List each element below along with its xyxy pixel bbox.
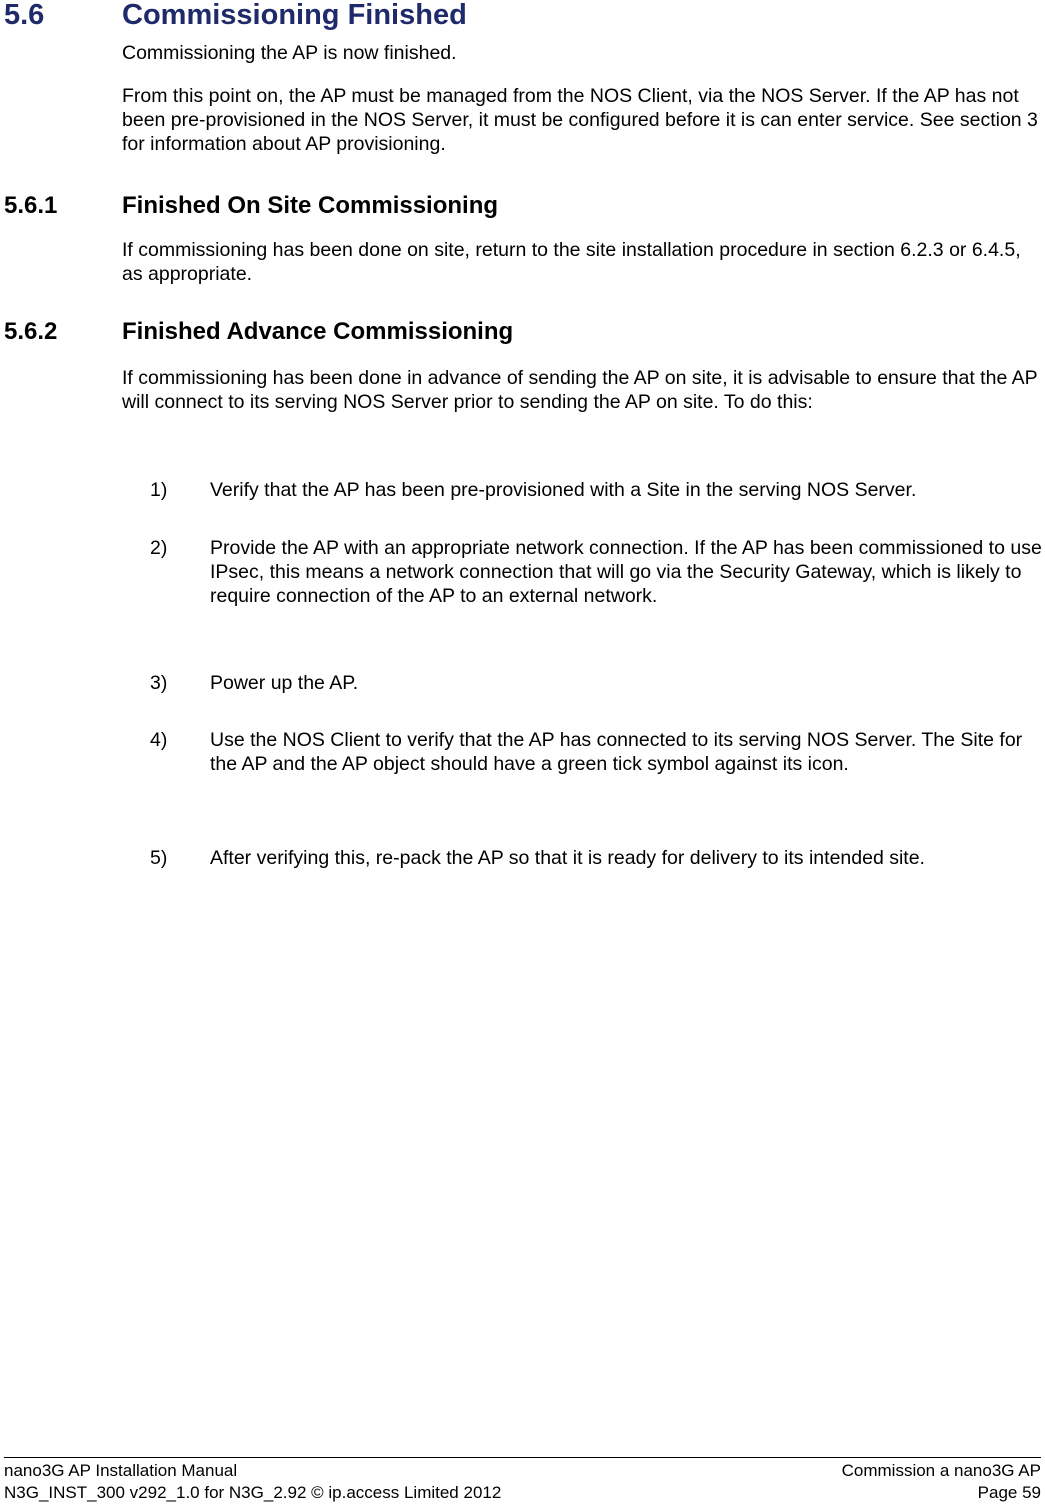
- list-item: [150, 478, 1042, 502]
- list-item: [150, 536, 1042, 608]
- list-item-text: After verifying this, re-pack the AP so that it is ready for delivery to its intended site.: [210, 847, 925, 869]
- subsection-paragraph-1: If commissioning has been done on site, return to the site installation procedure in section 6.2.3 or 6.4.5, as appropriate.: [122, 239, 1021, 285]
- list-item-number: 2): [150, 537, 168, 559]
- list-item-text: Verify that the AP has been pre-provisioned with a Site in the serving NOS Server.: [210, 479, 917, 501]
- subsection-title-1: Finished On Site Commissioning: [122, 192, 499, 219]
- list-item-number: 4): [150, 729, 168, 751]
- section-title: Commissioning Finished: [122, 0, 467, 31]
- list-item: [150, 846, 1042, 870]
- footer-divider: [4, 1457, 1041, 1458]
- section-paragraph-2: From this point on, the AP must be managed from the NOS Client, via the NOS Server. If the AP has not been pre-provisioned in the NOS Server, it must be configured before it is can enter service. See section 3 for information about AP provisioning.: [122, 85, 1038, 155]
- footer-document-id: N3G_INST_300 v292_1.0 for N3G_2.92 © ip.access Limited 2012: [4, 1483, 502, 1502]
- section-number: 5.6: [4, 0, 45, 31]
- section-heading: [4, 0, 467, 32]
- list-item-number: 3): [150, 672, 168, 694]
- subsection-heading-2: [4, 318, 513, 346]
- footer-chapter-title: Commission a nano3G AP: [841, 1461, 1041, 1480]
- subsection-title-2: Finished Advance Commissioning: [122, 318, 514, 345]
- list-item-text: Provide the AP with an appropriate network connection. If the AP has been commissioned to use IPsec, this means a network connection that will go via the Security Gateway, which is likely to require connection of the AP to an external network.: [210, 537, 1042, 607]
- list-item-number: 1): [150, 479, 168, 501]
- section-paragraph-1: Commissioning the AP is now finished.: [122, 42, 457, 64]
- footer-page-number: Page 59: [977, 1483, 1041, 1502]
- footer-manual-title: nano3G AP Installation Manual: [4, 1461, 238, 1480]
- list-item-text: Use the NOS Client to verify that the AP has connected to its serving NOS Server. The Site for the AP and the AP object should have a green tick symbol against its icon.: [210, 729, 1023, 775]
- list-item: [150, 728, 1042, 776]
- list-item-text: Power up the AP.: [210, 672, 359, 694]
- list-item-number: 5): [150, 847, 168, 869]
- subsection-number-1: 5.6.1: [4, 192, 58, 219]
- subsection-paragraph-2: If commissioning has been done in advance of sending the AP on site, it is advisable to ensure that the AP will connect to its serving NOS Server prior to sending the AP on site. To do this:: [122, 367, 1038, 413]
- list-item: [150, 671, 1042, 695]
- subsection-heading-1: [4, 192, 498, 220]
- subsection-number-2: 5.6.2: [4, 318, 58, 345]
